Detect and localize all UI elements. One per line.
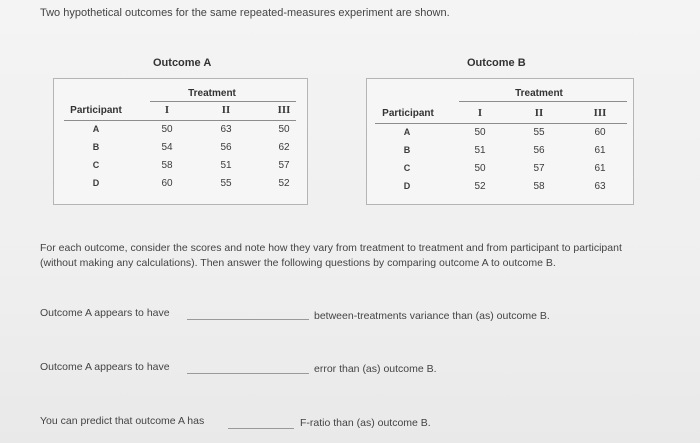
question-3-answer-blank[interactable] <box>228 428 294 429</box>
question-2-prefix: Outcome A appears to have <box>40 361 170 373</box>
outcome-a-row-label: A <box>92 124 100 134</box>
outcome-b-row-label: D <box>403 181 411 191</box>
outcome-b-cell: 57 <box>533 163 545 174</box>
outcome-b-cell: 61 <box>594 145 606 156</box>
outcome-a-col-1: I <box>164 106 170 116</box>
question-1-answer-blank[interactable] <box>187 319 309 320</box>
outcome-a-cell: 62 <box>278 142 290 153</box>
question-1-suffix: between-treatments variance than (as) outcome B. <box>314 310 550 322</box>
outcome-a-cell: 55 <box>220 178 232 189</box>
question-3-prefix: You can predict that outcome A has <box>40 415 205 427</box>
outcome-b-participant-header: Participant <box>382 108 434 119</box>
outcome-b-col-2: II <box>534 109 544 119</box>
intro-text: Two hypothetical outcomes for the same repeated-measures experiment are shown. <box>40 7 450 19</box>
instructions-text: For each outcome, consider the scores and note how they vary from treatment to treatment and from participant to participant (without making any calculations). Then answer the following questions by comparing outcome A to outcome B. <box>40 242 622 269</box>
outcome-a-cell: 57 <box>278 160 290 171</box>
outcome-b-cell: 63 <box>594 181 606 192</box>
question-2-answer-blank[interactable] <box>187 373 309 374</box>
outcome-b-cell: 55 <box>533 127 545 138</box>
outcome-b-row-label: B <box>403 145 411 155</box>
outcome-a-treatment-header: Treatment <box>188 88 236 99</box>
outcome-a-participant-header: Participant <box>70 105 122 116</box>
outcome-a-cell: 52 <box>278 178 290 189</box>
outcome-a-cell: 63 <box>220 124 232 135</box>
outcome-b-col-1: I <box>477 109 483 119</box>
outcome-a-row-label: D <box>92 178 100 188</box>
outcome-a-cell: 51 <box>220 160 232 171</box>
outcome-a-col-3: III <box>277 106 291 116</box>
outcome-a-row-label: B <box>92 142 100 152</box>
outcome-a-row-label: C <box>92 160 100 170</box>
outcome-a-cell: 50 <box>161 124 173 135</box>
question-1-prefix: Outcome A appears to have <box>40 307 170 319</box>
outcome-b-cell: 51 <box>474 145 486 156</box>
outcome-b-cell: 58 <box>533 181 545 192</box>
question-3-suffix: F-ratio than (as) outcome B. <box>300 417 431 429</box>
outcome-b-cell: 50 <box>474 127 486 138</box>
outcome-a-col-2: II <box>221 106 231 116</box>
outcome-b-cell: 52 <box>474 181 486 192</box>
outcome-a-cell: 50 <box>278 124 290 135</box>
outcome-b-row-label: A <box>403 127 411 137</box>
outcome-b-table <box>366 78 634 205</box>
outcome-b-title: Outcome B <box>467 57 526 69</box>
outcome-b-col-3: III <box>593 109 607 119</box>
outcome-a-table <box>53 78 308 205</box>
outcome-a-cell: 60 <box>161 178 173 189</box>
outcome-b-row-label: C <box>403 163 411 173</box>
outcome-a-title: Outcome A <box>153 57 212 69</box>
outcome-a-cell: 56 <box>220 142 232 153</box>
outcome-b-treatment-header: Treatment <box>515 88 563 99</box>
outcome-b-cell: 60 <box>594 127 606 138</box>
outcome-a-cell: 58 <box>161 160 173 171</box>
outcome-a-cell: 54 <box>161 142 173 153</box>
outcome-b-cell: 61 <box>594 163 606 174</box>
question-2-suffix: error than (as) outcome B. <box>314 363 437 375</box>
outcome-b-cell: 50 <box>474 163 486 174</box>
outcome-b-cell: 56 <box>533 145 545 156</box>
